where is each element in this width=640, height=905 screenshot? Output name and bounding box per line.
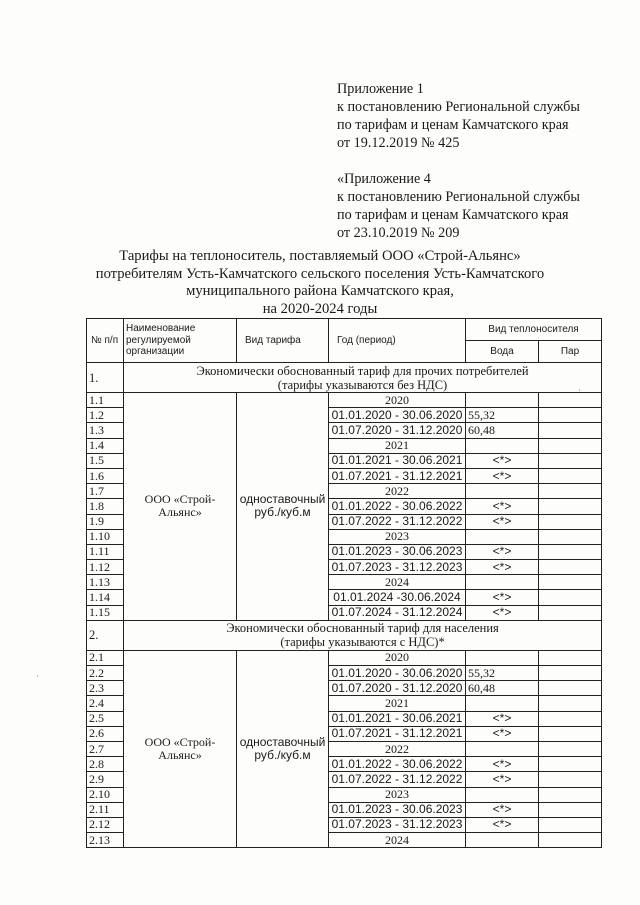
appendix-line: к постановлению Региональной службы — [337, 189, 580, 205]
header-number: № п/п — [87, 319, 124, 363]
steam-tariff-value — [539, 696, 602, 711]
row-number: 1.4 — [87, 438, 124, 453]
tariff-table — [86, 318, 602, 848]
period-year: 2020 — [329, 393, 466, 408]
steam-tariff-value — [539, 726, 602, 741]
title-line: на 2020-2024 годы — [262, 300, 378, 317]
organization-name: ООО «Строй-Альянс» — [124, 650, 237, 847]
steam-tariff-value — [539, 833, 602, 848]
header-steam: Пар — [539, 341, 602, 363]
water-tariff-value — [466, 650, 539, 665]
row-number: 2.1 — [87, 650, 124, 665]
steam-tariff-value — [539, 666, 602, 681]
period-dates: 01.07.2023 - 31.12.2023 — [329, 560, 466, 575]
steam-tariff-value — [539, 560, 602, 575]
document-title — [80, 248, 560, 318]
period-year: 2021 — [329, 696, 466, 711]
water-tariff-value — [466, 741, 539, 756]
water-tariff-value — [466, 833, 539, 848]
period-dates: 01.07.2021 - 31.12.2021 — [329, 726, 466, 741]
title-line: Тарифы на теплоноситель, поставляемый ООО «Строй-Альянс» — [119, 248, 521, 264]
water-tariff-value: <*> — [466, 560, 539, 575]
row-number: 2.4 — [87, 696, 124, 711]
appendix-line: Приложение 1 — [337, 81, 424, 97]
water-tariff-value: <*> — [466, 817, 539, 832]
section-title-line: Экономически обоснованный тариф для населения — [226, 621, 499, 636]
steam-tariff-value — [539, 484, 602, 499]
period-dates: 01.07.2024 - 31.12.2024 — [329, 605, 466, 620]
row-number: 2.2 — [87, 666, 124, 681]
steam-tariff-value — [539, 817, 602, 832]
organization-name: ООО «Строй-Альянс» — [124, 393, 237, 621]
water-tariff-value: <*> — [466, 726, 539, 741]
steam-tariff-value — [539, 544, 602, 559]
row-number: 1.9 — [87, 514, 124, 529]
water-tariff-value — [466, 438, 539, 453]
water-tariff-value: 55,32 — [466, 666, 539, 681]
row-number: 1.5 — [87, 453, 124, 468]
period-dates: 01.01.2022 - 30.06.2022 — [329, 499, 466, 514]
steam-tariff-value — [539, 605, 602, 620]
period-year: 2020 — [329, 650, 466, 665]
water-tariff-value: <*> — [466, 453, 539, 468]
row-number: 2.10 — [87, 787, 124, 802]
row-number: 2.12 — [87, 817, 124, 832]
steam-tariff-value — [539, 575, 602, 590]
appendix-line: к постановлению Региональной службы — [337, 99, 580, 115]
period-dates: 01.01.2023 - 30.06.2023 — [329, 802, 466, 817]
water-tariff-value — [466, 484, 539, 499]
water-tariff-value: 60,48 — [466, 681, 539, 696]
period-dates: 01.07.2020 - 31.12.2020 — [329, 681, 466, 696]
period-year: 2023 — [329, 787, 466, 802]
section-title-note: (тарифы указываются без НДС) — [277, 377, 448, 392]
header-water: Вода — [466, 341, 539, 363]
section-title — [124, 620, 602, 650]
steam-tariff-value — [539, 499, 602, 514]
water-tariff-value: <*> — [466, 711, 539, 726]
period-dates: 01.07.2020 - 31.12.2020 — [329, 423, 466, 438]
header-tariff-type: Вид тарифа — [237, 319, 329, 363]
water-tariff-value: <*> — [466, 605, 539, 620]
appendix-line: «Приложение 4 — [337, 171, 431, 187]
row-number: 1.10 — [87, 529, 124, 544]
steam-tariff-value — [539, 787, 602, 802]
header-heat-carrier: Вид теплоносителя — [466, 319, 602, 341]
tariff-type: одноставочный руб./куб.м — [237, 650, 329, 847]
period-dates: 01.07.2023 - 31.12.2023 — [329, 817, 466, 832]
row-number: 2.6 — [87, 726, 124, 741]
appendix-line: по тарифам и ценам Камчатского края — [337, 207, 569, 223]
water-tariff-value: <*> — [466, 772, 539, 787]
table-row — [87, 650, 602, 665]
steam-tariff-value — [539, 393, 602, 408]
period-year: 2021 — [329, 438, 466, 453]
row-number: 1.1 — [87, 393, 124, 408]
header-period: Год (период) — [329, 319, 466, 363]
steam-tariff-value — [539, 423, 602, 438]
period-dates: 01.01.2021 - 30.06.2021 — [329, 453, 466, 468]
water-tariff-value: <*> — [466, 590, 539, 605]
period-dates: 01.01.2020 - 30.06.2020 — [329, 408, 466, 423]
row-number: 1.6 — [87, 468, 124, 483]
row-number: 2.13 — [87, 833, 124, 848]
section-title-line: Экономически обоснованный тариф для прочих потребителей — [196, 363, 529, 378]
row-number: 1.11 — [87, 544, 124, 559]
period-year: 2022 — [329, 741, 466, 756]
tariff-table-body — [87, 363, 602, 848]
period-dates: 01.07.2022 - 31.12.2022 — [329, 514, 466, 529]
water-tariff-value: <*> — [466, 514, 539, 529]
water-tariff-value — [466, 696, 539, 711]
water-tariff-value: <*> — [466, 802, 539, 817]
tariff-type: одноставочный руб./куб.м — [237, 393, 329, 621]
scan-speck: · — [578, 386, 581, 395]
steam-tariff-value — [539, 590, 602, 605]
scan-speck: · — [36, 672, 39, 681]
row-number: 2.11 — [87, 802, 124, 817]
steam-tariff-value — [539, 514, 602, 529]
water-tariff-value — [466, 575, 539, 590]
row-number: 1.14 — [87, 590, 124, 605]
appendix-line: от 23.10.2019 № 209 — [337, 225, 460, 241]
period-dates: 01.01.2020 - 30.06.2020 — [329, 666, 466, 681]
period-dates: 01.01.2024 -30.06.2024 — [329, 590, 466, 605]
steam-tariff-value — [539, 772, 602, 787]
water-tariff-value: <*> — [466, 757, 539, 772]
steam-tariff-value — [539, 438, 602, 453]
period-year: 2024 — [329, 833, 466, 848]
appendix-line: по тарифам и ценам Камчатского края — [337, 117, 569, 133]
steam-tariff-value — [539, 453, 602, 468]
period-year: 2023 — [329, 529, 466, 544]
period-dates: 01.07.2021 - 31.12.2021 — [329, 468, 466, 483]
water-tariff-value: <*> — [466, 544, 539, 559]
row-number: 1.3 — [87, 423, 124, 438]
period-year: 2024 — [329, 575, 466, 590]
title-line: потребителям Усть-Камчатского сельского поселения Усть-Камчатского — [95, 265, 545, 282]
water-tariff-value — [466, 393, 539, 408]
steam-tariff-value — [539, 741, 602, 756]
appendix-4-reference — [337, 170, 580, 242]
water-tariff-value: 55,32 — [466, 408, 539, 423]
steam-tariff-value — [539, 757, 602, 772]
section-number: 2. — [87, 620, 124, 650]
appendix-1-reference — [337, 80, 580, 152]
row-number: 2.3 — [87, 681, 124, 696]
row-number: 1.7 — [87, 484, 124, 499]
steam-tariff-value — [539, 529, 602, 544]
steam-tariff-value — [539, 802, 602, 817]
steam-tariff-value — [539, 408, 602, 423]
period-year: 2022 — [329, 484, 466, 499]
header-organization: Наименование регулируемой организации — [124, 319, 237, 363]
section-title-note: (тарифы указываются с НДС)* — [280, 635, 445, 650]
row-number: 1.15 — [87, 605, 124, 620]
water-tariff-value: <*> — [466, 499, 539, 514]
period-dates: 01.01.2022 - 30.06.2022 — [329, 757, 466, 772]
appendix-line: от 19.12.2019 № 425 — [337, 135, 460, 151]
row-number: 2.5 — [87, 711, 124, 726]
water-tariff-value: 60,48 — [466, 423, 539, 438]
water-tariff-value: <*> — [466, 468, 539, 483]
section-header-row — [87, 620, 602, 650]
period-dates: 01.07.2022 - 31.12.2022 — [329, 772, 466, 787]
period-dates: 01.01.2023 - 30.06.2023 — [329, 544, 466, 559]
water-tariff-value — [466, 529, 539, 544]
title-line: муниципального района Камчатского края, — [186, 283, 454, 299]
row-number: 1.12 — [87, 560, 124, 575]
section-header-row — [87, 363, 602, 393]
row-number: 1.8 — [87, 499, 124, 514]
steam-tariff-value — [539, 468, 602, 483]
section-number: 1. — [87, 363, 124, 393]
steam-tariff-value — [539, 650, 602, 665]
row-number: 2.7 — [87, 741, 124, 756]
table-row — [87, 393, 602, 408]
steam-tariff-value — [539, 681, 602, 696]
row-number: 2.9 — [87, 772, 124, 787]
period-dates: 01.01.2021 - 30.06.2021 — [329, 711, 466, 726]
row-number: 2.8 — [87, 757, 124, 772]
row-number: 1.13 — [87, 575, 124, 590]
section-title — [124, 363, 602, 393]
row-number: 1.2 — [87, 408, 124, 423]
water-tariff-value — [466, 787, 539, 802]
steam-tariff-value — [539, 711, 602, 726]
